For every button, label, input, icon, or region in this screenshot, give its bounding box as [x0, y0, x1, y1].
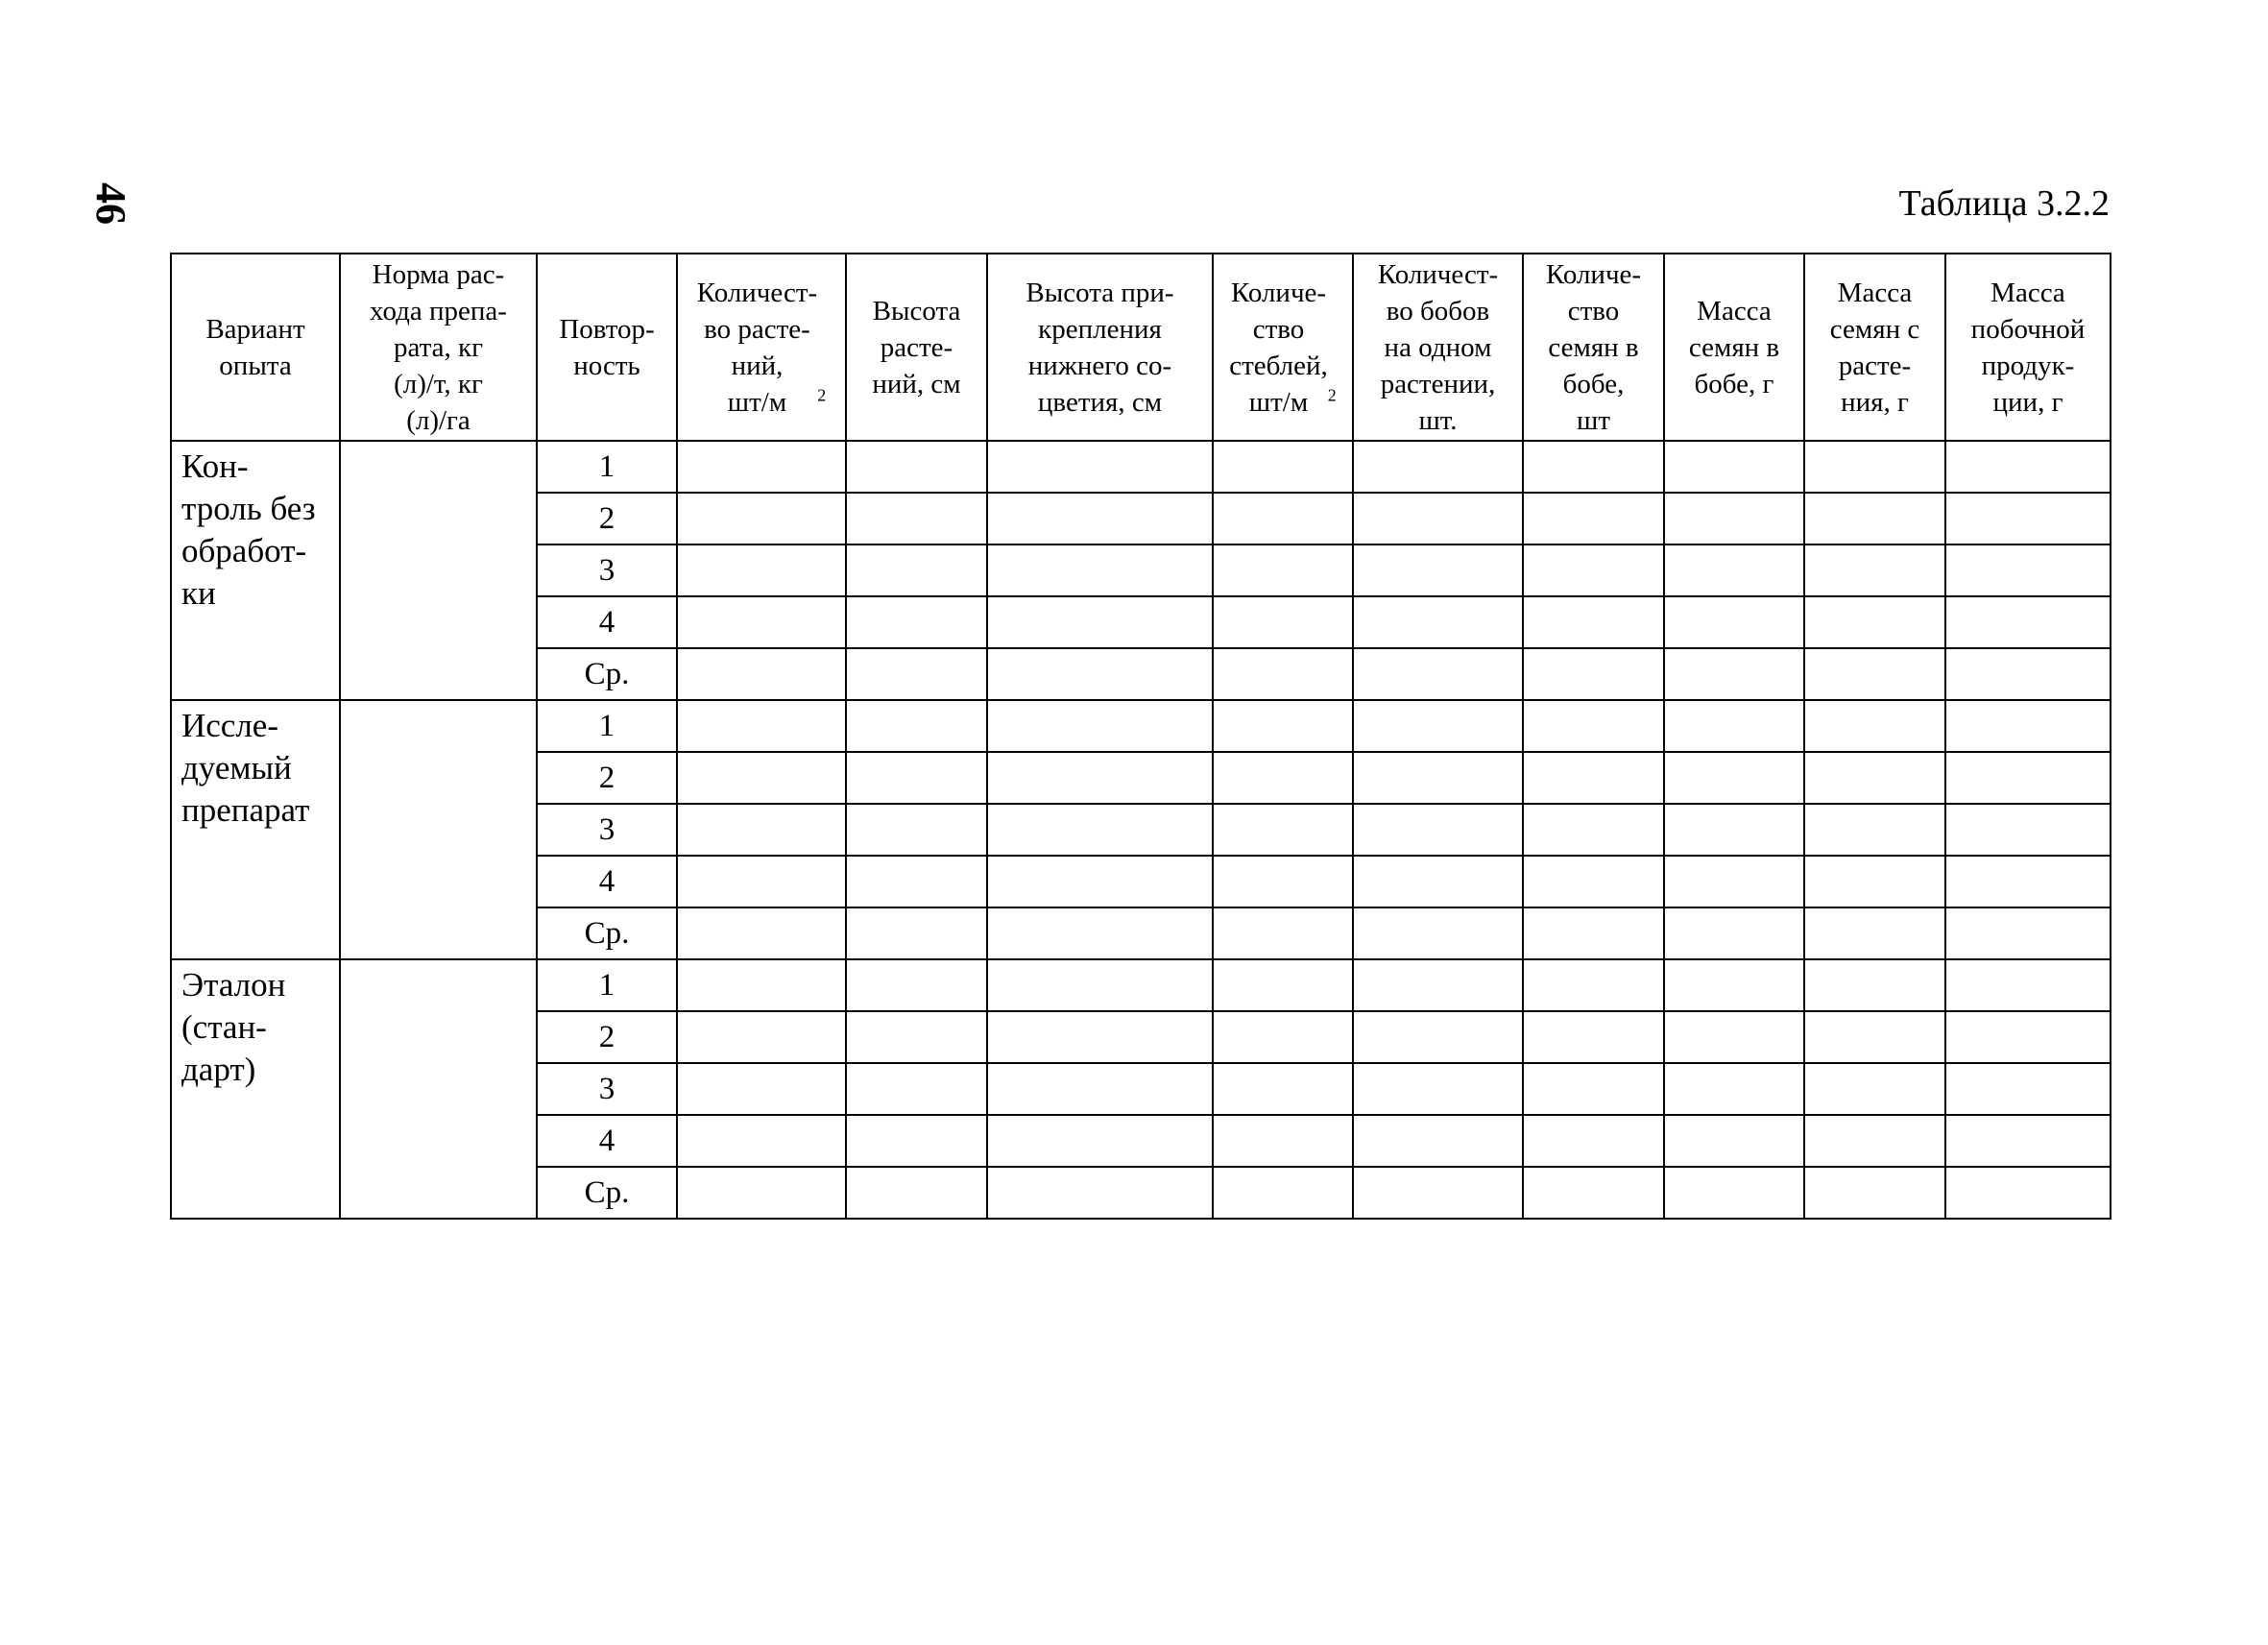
data-cell: [677, 907, 846, 959]
data-cell: [1213, 1011, 1353, 1063]
data-cell: [1804, 700, 1945, 752]
rate-cell: [340, 700, 537, 959]
data-cell: [677, 804, 846, 856]
data-cell: [1945, 804, 2111, 856]
data-cell: [1523, 907, 1664, 959]
data-cell: [677, 959, 846, 1011]
repetition-cell: 3: [537, 804, 677, 856]
data-cell: [677, 1115, 846, 1167]
data-cell: [987, 907, 1213, 959]
data-cell: [846, 648, 987, 700]
data-cell: [1945, 1115, 2111, 1167]
data-cell: [1664, 856, 1804, 907]
data-cell: [1523, 493, 1664, 544]
repetition-cell: 1: [537, 959, 677, 1011]
data-cell: [846, 441, 987, 493]
data-cell: [987, 441, 1213, 493]
data-cell: [1945, 648, 2111, 700]
variant-cell: Кон- троль без обработ- ки: [171, 441, 340, 700]
data-cell: [1353, 700, 1523, 752]
data-cell: [1353, 493, 1523, 544]
data-cell: [1353, 1063, 1523, 1115]
data-cell: [1213, 907, 1353, 959]
data-cell: [1213, 648, 1353, 700]
data-cell: [987, 493, 1213, 544]
header-cell: Количе- ство стеблей, шт/м $^2$: [1213, 254, 1353, 441]
data-cell: [1804, 648, 1945, 700]
data-cell: [1213, 493, 1353, 544]
data-cell: [1664, 700, 1804, 752]
data-cell: [1664, 752, 1804, 804]
data-cell: [1353, 907, 1523, 959]
data-cell: [677, 1011, 846, 1063]
data-cell: [1523, 596, 1664, 648]
header-cell: Масса побочной продук- ции, г: [1945, 254, 2111, 441]
repetition-cell: 2: [537, 493, 677, 544]
data-cell: [677, 596, 846, 648]
data-cell: [1213, 596, 1353, 648]
data-cell: [1664, 1011, 1804, 1063]
header-cell: Количест- во бобов на одном растении, шт.: [1353, 254, 1523, 441]
data-cell: [1353, 596, 1523, 648]
repetition-cell: 4: [537, 596, 677, 648]
data-cell: [677, 441, 846, 493]
data-cell: [677, 544, 846, 596]
data-cell: [677, 700, 846, 752]
repetition-cell: Ср.: [537, 907, 677, 959]
data-cell: [1945, 959, 2111, 1011]
data-cell: [1523, 752, 1664, 804]
repetition-cell: 4: [537, 1115, 677, 1167]
data-cell: [1804, 959, 1945, 1011]
data-cell: [1213, 752, 1353, 804]
data-cell: [1945, 1063, 2111, 1115]
data-cell: [677, 1167, 846, 1219]
data-cell: [1945, 856, 2111, 907]
header-cell: Масса семян в бобе, г: [1664, 254, 1804, 441]
repetition-cell: 2: [537, 1011, 677, 1063]
data-cell: [1664, 804, 1804, 856]
data-cell: [1213, 544, 1353, 596]
rate-cell: [340, 441, 537, 700]
data-cell: [1945, 596, 2111, 648]
data-cell: [1523, 959, 1664, 1011]
data-cell: [677, 648, 846, 700]
data-cell: [677, 493, 846, 544]
header-cell: Высота при- крепления нижнего со- цветия, см: [987, 254, 1213, 441]
repetition-cell: 4: [537, 856, 677, 907]
data-cell: [1945, 441, 2111, 493]
data-cell: [1804, 907, 1945, 959]
header-cell: Количест- во расте- ний, шт/м $^2$: [677, 254, 846, 441]
data-cell: [1804, 1011, 1945, 1063]
data-cell: [846, 544, 987, 596]
page-number: 46: [87, 182, 134, 225]
data-cell: [677, 752, 846, 804]
data-cell: [1213, 441, 1353, 493]
header-cell: Высота расте- ний, см: [846, 254, 987, 441]
table-row: [171, 700, 2111, 752]
data-cell: [1523, 700, 1664, 752]
data-cell: [1523, 648, 1664, 700]
data-cell: [1664, 441, 1804, 493]
data-cell: [1664, 648, 1804, 700]
data-cell: [1353, 544, 1523, 596]
data-cell: [677, 856, 846, 907]
data-cell: [1804, 441, 1945, 493]
data-cell: [846, 959, 987, 1011]
data-cell: [846, 596, 987, 648]
data-cell: [1353, 1167, 1523, 1219]
data-cell: [987, 856, 1213, 907]
data-cell: [1945, 907, 2111, 959]
data-cell: [1664, 907, 1804, 959]
data-cell: [1664, 544, 1804, 596]
repetition-cell: 2: [537, 752, 677, 804]
header-cell: Вариант опыта: [171, 254, 340, 441]
header-cell: Норма рас- хода препа- рата, кг (л)/т, кг (л)/га: [340, 254, 537, 441]
data-cell: [1945, 752, 2111, 804]
superscript: 2: [1327, 384, 1337, 404]
data-cell: [1353, 959, 1523, 1011]
data-cell: [1804, 752, 1945, 804]
data-cell: [1804, 1115, 1945, 1167]
data-cell: [1213, 700, 1353, 752]
data-cell: [1353, 856, 1523, 907]
data-cell: [1664, 493, 1804, 544]
header-row: [171, 254, 2111, 441]
data-cell: [1664, 1063, 1804, 1115]
data-cell: [677, 1063, 846, 1115]
repetition-cell: 3: [537, 1063, 677, 1115]
data-table: [170, 253, 2111, 1220]
data-cell: [987, 1167, 1213, 1219]
data-cell: [987, 544, 1213, 596]
header-cell: Повтор- ность: [537, 254, 677, 441]
data-cell: [987, 959, 1213, 1011]
data-cell: [1523, 441, 1664, 493]
repetition-cell: Ср.: [537, 1167, 677, 1219]
data-cell: [1945, 1167, 2111, 1219]
data-cell: [1664, 1167, 1804, 1219]
data-cell: [1804, 856, 1945, 907]
data-cell: [1213, 1115, 1353, 1167]
data-cell: [1804, 804, 1945, 856]
data-cell: [846, 1167, 987, 1219]
repetition-cell: 3: [537, 544, 677, 596]
data-cell: [846, 856, 987, 907]
data-cell: [846, 907, 987, 959]
data-cell: [987, 596, 1213, 648]
data-cell: [987, 700, 1213, 752]
data-cell: [1945, 700, 2111, 752]
data-cell: [1523, 1011, 1664, 1063]
data-cell: [1213, 959, 1353, 1011]
variant-cell: Иссле- дуемый препарат: [171, 700, 340, 959]
data-cell: [1353, 1115, 1523, 1167]
data-cell: [1353, 441, 1523, 493]
data-cell: [1523, 804, 1664, 856]
data-cell: [1804, 596, 1945, 648]
superscript: 2: [817, 384, 827, 404]
data-cell: [987, 804, 1213, 856]
data-cell: [1945, 544, 2111, 596]
data-cell: [1523, 1063, 1664, 1115]
data-cell: [987, 1115, 1213, 1167]
variant-cell: Эталон (стан- дарт): [171, 959, 340, 1219]
data-cell: [1523, 544, 1664, 596]
rate-cell: [340, 959, 537, 1219]
data-cell: [1353, 804, 1523, 856]
data-cell: [1804, 1167, 1945, 1219]
data-cell: [1945, 493, 2111, 544]
data-cell: [1523, 1167, 1664, 1219]
data-cell: [1523, 1115, 1664, 1167]
data-cell: [846, 1063, 987, 1115]
data-cell: [987, 1063, 1213, 1115]
data-cell: [1353, 752, 1523, 804]
repetition-cell: 1: [537, 441, 677, 493]
data-cell: [1523, 856, 1664, 907]
table-row: [171, 441, 2111, 493]
data-cell: [1353, 1011, 1523, 1063]
table-body: [171, 441, 2111, 1219]
data-cell: [1213, 1167, 1353, 1219]
table-row: [171, 959, 2111, 1011]
data-cell: [846, 1011, 987, 1063]
data-cell: [1945, 1011, 2111, 1063]
header-cell: Количе- ство семян в бобе, шт: [1523, 254, 1664, 441]
data-cell: [1213, 1063, 1353, 1115]
data-cell: [1213, 856, 1353, 907]
data-cell: [987, 1011, 1213, 1063]
data-cell: [1664, 596, 1804, 648]
header-cell: Масса семян с расте- ния, г: [1804, 254, 1945, 441]
table-caption: Таблица 3.2.2: [1898, 183, 2110, 224]
data-cell: [1664, 1115, 1804, 1167]
data-cell: [1804, 544, 1945, 596]
data-cell: [987, 752, 1213, 804]
data-cell: [987, 648, 1213, 700]
data-cell: [1664, 959, 1804, 1011]
data-cell: [846, 700, 987, 752]
data-cell: [1353, 648, 1523, 700]
repetition-cell: 1: [537, 700, 677, 752]
data-cell: [846, 752, 987, 804]
data-cell: [846, 1115, 987, 1167]
data-cell: [846, 804, 987, 856]
data-cell: [1804, 493, 1945, 544]
data-cell: [1804, 1063, 1945, 1115]
repetition-cell: Ср.: [537, 648, 677, 700]
data-cell: [1213, 804, 1353, 856]
data-cell: [846, 493, 987, 544]
